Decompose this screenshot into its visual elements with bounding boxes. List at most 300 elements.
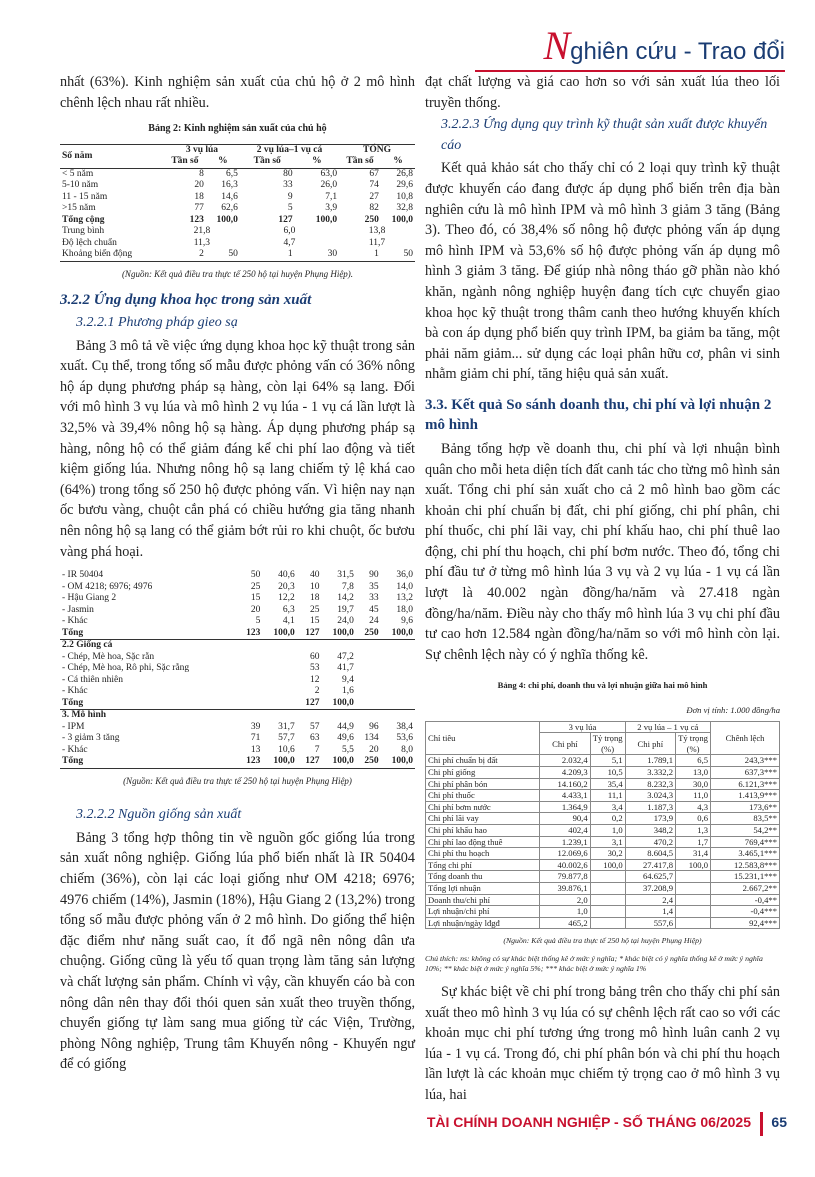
table-cell: Doanh thu/chi phí — [426, 894, 540, 906]
table-cell: 47,2 — [337, 651, 354, 662]
table-cell: 29,6 — [396, 180, 413, 191]
table-cell — [356, 698, 381, 710]
table4-caption: Bảng 4: chi phí, doanh thu và lợi nhuận giữa hai mô hình — [497, 680, 708, 691]
page-header — [455, 18, 785, 68]
table-cell — [356, 663, 381, 675]
table2-header-freq: Tần số — [346, 156, 374, 167]
table-cell: 7 — [314, 744, 320, 755]
table-cell: 12.069,6 — [540, 848, 590, 860]
table-cell — [676, 894, 711, 906]
table2-header-group: TỔNG — [363, 144, 392, 155]
table-cell: - 3 giảm 3 tăng — [62, 733, 120, 744]
table-cell: 14,0 — [396, 581, 413, 592]
table-cell: 12 — [310, 674, 320, 685]
table2-header-freq: Tần số — [171, 156, 199, 167]
table4-source: (Nguồn: Kết quả điều tra thực tế 250 hộ tại huyện Phụng Hiệp) — [503, 936, 702, 946]
table-row — [60, 582, 415, 594]
table-cell: 20 — [369, 744, 379, 755]
table-cell: 100,0 — [332, 627, 354, 638]
table-cell: 13,0 — [676, 767, 711, 779]
table-cell — [356, 686, 381, 698]
table-cell: 5 — [255, 616, 261, 627]
table-cell: 38,4 — [396, 721, 413, 732]
table-cell: 63 — [310, 733, 320, 744]
table-row — [60, 226, 415, 238]
table-cell — [590, 882, 625, 894]
table2-cell: 50 — [228, 249, 238, 260]
table-cell: 6,3 — [282, 604, 295, 615]
table2-header-pct: % — [393, 156, 403, 167]
table-cell: 6.121,3*** — [711, 778, 780, 790]
table-cell: 21,8 — [193, 226, 211, 237]
table-row — [426, 917, 780, 929]
table-cell: 769,4*** — [711, 836, 780, 848]
table-cell: 4,1 — [282, 616, 295, 627]
table-cell: 4.433,1 — [540, 790, 590, 802]
table-cell: Tổng chi phí — [426, 859, 540, 871]
table-cell: 100,0 — [216, 214, 238, 225]
table-cell: 9,4 — [342, 674, 354, 685]
table-cell: Chi phí thuốc — [426, 790, 540, 802]
table-cell: 62,6 — [221, 203, 238, 214]
table-cell: 35 — [369, 581, 379, 592]
table-row — [60, 675, 415, 687]
table3 — [60, 570, 415, 769]
table-cell: 1,0 — [540, 906, 590, 918]
table-cell: Chi phí khấu hao — [426, 824, 540, 836]
table2-header-pct: % — [312, 156, 322, 167]
section-heading: 3.2.2 Ứng dụng khoa học trong sản xuất — [60, 292, 312, 309]
brand-text: ghiên cứu - Trao đổi — [570, 38, 785, 65]
table-row — [426, 859, 780, 871]
subsection-heading: 3.2.2.2 Nguồn giống sản xuất — [76, 807, 242, 823]
table-cell: 123 — [189, 214, 204, 225]
table-row — [426, 755, 780, 767]
left-column — [60, 72, 415, 1075]
table-cell: 45 — [369, 604, 379, 615]
table-cell — [238, 675, 263, 687]
table-cell: 1.789,1 — [625, 755, 675, 767]
table-cell: 10 — [310, 581, 320, 592]
table-group-row — [60, 640, 415, 652]
table-cell: 3,9 — [325, 203, 338, 214]
table-cell: 18 — [310, 593, 320, 604]
table-cell: - IR 50404 — [62, 570, 104, 581]
table-cell: 9 — [287, 191, 293, 202]
table-row — [60, 605, 415, 617]
table2-cell: 50 — [403, 249, 413, 260]
table-row — [426, 894, 780, 906]
table2-header-freq: Tần số — [253, 156, 281, 167]
table-group-label: 3. Mô hình — [62, 710, 107, 721]
table-cell — [238, 686, 263, 698]
table-cell: 83,5** — [711, 813, 780, 825]
table4-unit: Đơn vị tính: 1.000 đồng/ha — [686, 705, 780, 716]
table-cell: Chi phí phân bón — [426, 778, 540, 790]
table-cell — [238, 663, 263, 675]
table-cell: 24,0 — [337, 616, 354, 627]
table-cell: Tổng cộng — [62, 214, 105, 225]
table-cell: 15 — [310, 616, 320, 627]
table-cell: 25 — [250, 581, 261, 592]
table4-header-group: 3 vụ lúa — [540, 721, 625, 733]
table-cell: 6,0 — [283, 226, 296, 237]
table-cell: 100,0 — [590, 859, 625, 871]
table4-header-cost: Chi phí — [540, 733, 590, 755]
table-row — [60, 686, 415, 698]
table-cell: - Cá thiên nhiên — [62, 674, 123, 685]
table-cell: 1.413,9*** — [711, 790, 780, 802]
table-cell: 6,5 — [676, 755, 711, 767]
table-cell: 5,1 — [590, 755, 625, 767]
table-cell: 32,8 — [396, 203, 413, 214]
table-cell: 37.208,9 — [625, 882, 675, 894]
table-cell: 40,6 — [278, 570, 295, 581]
table-cell: 470,2 — [625, 836, 675, 848]
table-cell: 7,1 — [325, 191, 338, 202]
table-cell: 8.232,3 — [625, 778, 675, 790]
table-row — [60, 628, 415, 640]
table2-cell: 30 — [327, 249, 338, 260]
table-cell: 100,0 — [391, 756, 413, 767]
table-cell — [381, 663, 415, 675]
table3-source: (Nguồn: Kết quả điều tra thực tế 250 hộ tại huyện Phụng Hiệp) — [123, 775, 352, 786]
table2-cell: 1 — [374, 249, 379, 260]
table-cell: 100,0 — [273, 627, 295, 638]
table-cell: - Khác — [62, 744, 88, 755]
table-group-label: 2.2 Giống cá — [62, 640, 113, 651]
table-row — [60, 203, 415, 215]
table-cell: 96 — [369, 721, 379, 732]
table-cell: 10,6 — [278, 744, 295, 755]
table-cell: 250 — [364, 756, 379, 767]
table-cell — [238, 652, 263, 664]
table-cell: 54,2** — [711, 824, 780, 836]
table-row — [60, 570, 415, 582]
table-cell: 11,1 — [590, 790, 625, 802]
table-cell: 53,6 — [396, 733, 413, 744]
table-cell: 134 — [364, 733, 379, 744]
table-row — [60, 168, 415, 180]
table-cell: 100,0 — [391, 627, 413, 638]
table-cell: 5 — [287, 203, 293, 214]
table-row — [426, 813, 780, 825]
table-row — [60, 756, 415, 768]
table-cell: 33 — [369, 593, 379, 604]
table-cell: 123 — [246, 756, 261, 767]
table4-header-group: 2 vụ lúa – 1 vụ cá — [625, 721, 710, 733]
brand-initial: N — [543, 23, 571, 68]
table-cell: Tổng — [62, 697, 84, 708]
table-cell: 36,0 — [396, 570, 413, 581]
table-cell: 465,2 — [540, 917, 590, 929]
table-cell: 3.024,3 — [625, 790, 675, 802]
table-cell: Tổng — [62, 627, 84, 638]
table-cell: 24 — [369, 616, 379, 627]
table-cell: 90 — [369, 570, 379, 581]
table2-caption: Bảng 2: Kinh nghiệm sản xuất của chủ hộ — [148, 123, 327, 135]
table-cell: 57 — [310, 721, 320, 732]
table-cell: 7,8 — [342, 581, 354, 592]
table-cell — [262, 675, 296, 687]
table-cell: 8 — [199, 168, 204, 179]
table4 — [425, 721, 780, 930]
table-row — [60, 722, 415, 734]
table-cell: 127 — [305, 697, 320, 708]
table-cell: 30,0 — [676, 778, 711, 790]
table-cell: 63,0 — [320, 168, 338, 179]
table-cell: 77 — [194, 203, 204, 214]
table2-cell: 1 — [287, 249, 293, 260]
table-cell: 1,3 — [676, 824, 711, 836]
table-cell: 4,3 — [676, 801, 711, 813]
table-cell — [262, 686, 296, 698]
table-cell: Tổng — [62, 756, 84, 767]
table-cell: Lợi nhuận/ngày lđgđ — [426, 917, 540, 929]
table-cell: 100,0 — [391, 214, 413, 225]
table-cell: 13 — [250, 744, 261, 755]
table-cell: 18 — [194, 191, 204, 202]
paragraph: Sự khác biệt về chi phí trong bảng trên cho thấy chi phí sản xuất theo mô hình 3 vụ lúa có sự chênh lệch rất cao so với các khoản mục chi phí tương ứng trong mô hình luân canh 2 vụ lúa - 1 vụ cá. Trong đó, chi phí phân bón và chi phí thu hoạch lần lượt là các khoản mục chiếm tỷ trọng cao ở mô hình 3 vụ lúa, hai — [425, 983, 780, 1103]
table-cell: - Khác — [62, 616, 88, 627]
table-cell: 64.625,7 — [625, 871, 675, 883]
table-cell: Tổng doanh thu — [426, 871, 540, 883]
paragraph: Bảng 3 tổng hợp thông tin về nguồn gốc giống lúa trong sản xuất nông nghiệp. Giống lúa phổ biến nhất là IR 50404 chiếm (36%), còn lại các loại giống như OM 4218; 6976; 4976 chiếm (14%), Jasmin (18%), Hậu Giang 2 (13,2%) trong tổng số mẫu được phỏng vấn ở 2 mô hình. Do giống thể hiện đặc điểm như năng suất cao, ít đổ ngã nên nông dân ưa chuộng. Giống cũng là yếu tố quan trọng làm tăng sản lượng và chất lượng sản phẩm. Chính vì vậy, cần khuyến cáo bà con nông dân nên thay đổi thói quen sản xuất theo truyền thống, chuyển giống tự làm sang mua giống từ các Viện, Trường, phòng Nông nghiệp, Trung tâm Khuyến nông - Khuyến ngư để có giống — [60, 829, 415, 1073]
table-cell: 100,0 — [332, 697, 354, 708]
table-cell: 2,4 — [625, 894, 675, 906]
table-cell: Trung bình — [62, 226, 105, 237]
table-cell — [356, 652, 381, 664]
paragraph: Bảng 3 mô tả về việc ứng dụng khoa học kỹ thuật trong sản xuất. Cụ thể, trong tổng số mẫu được phỏng vấn có 36% nông hộ áp dụng phương pháp sạ hàng, còn lại 64% sạ lang. Đối với mô hình 3 vụ lúa và mô hình 2 vụ lúa - 1 vụ cá lần lượt là 32,5% và 39,4% nông hộ sạ hàng. Áp dụng phương pháp sạ hàng, nông hộ có thể giảm đáng kể chi phí lao động và tiết kiệm giống lúa. Nhưng nông hộ sạ lang chiếm tỷ lệ khá cao (64%) trong tổng số 250 hộ được phỏng vấn. Vì hiện nay nạn ốc bươu vàng, chuột cắn phá có chiều hướng gia tăng nhanh nên nông hộ sạ lang có thể giảm bớt rủi ro khi chuột, ốc bươu vàng phá hoại. — [60, 337, 415, 560]
table-cell: 31,4 — [676, 848, 711, 860]
table-row — [60, 733, 415, 745]
table-cell: 243,3*** — [711, 755, 780, 767]
table-cell: 1,0 — [590, 824, 625, 836]
table-cell: 250 — [364, 627, 379, 638]
table-row — [60, 180, 415, 192]
table-row — [60, 698, 415, 710]
table-cell: 127 — [278, 214, 293, 225]
table-cell: 27.417,8 — [625, 859, 675, 871]
table-row — [426, 790, 780, 802]
table-cell: 250 — [364, 214, 379, 225]
table-row — [426, 882, 780, 894]
paragraph: đạt chất lượng và giá cao hơn so với sản xuất lúa theo lối truyền thống. — [425, 74, 780, 111]
table-cell: 44,9 — [337, 721, 354, 732]
table-cell: 2 — [314, 686, 320, 697]
table-row — [426, 801, 780, 813]
table4-note: Chú thích: ns: không có sự khác biệt thống kê ở mức ý nghĩa; * khác biệt có ý nghĩa thống kê ở mức ý nghĩa 10%; ** khác biệt ở mức ý nghĩa 5%; *** khác biệt ở mức ý nghĩa 1% — [425, 953, 763, 973]
table-cell: 30,2 — [590, 848, 625, 860]
table-cell: - OM 4218; 6976; 4976 — [62, 581, 153, 592]
table-cell: 14.160,2 — [540, 778, 590, 790]
table-cell: 3,1 — [590, 836, 625, 848]
table-cell: 79.877,8 — [540, 871, 590, 883]
table-cell: 10,5 — [590, 767, 625, 779]
table-cell: - Chép, Mè hoa, Rô phi, Sặc rằng — [62, 663, 190, 674]
table-row — [426, 836, 780, 848]
table-cell — [676, 871, 711, 883]
table-cell: 8.604,5 — [625, 848, 675, 860]
table-cell: 39 — [250, 721, 261, 732]
table-cell — [381, 652, 415, 664]
table-cell: 11 - 15 năm — [62, 191, 108, 202]
table-cell: 11,0 — [676, 790, 711, 802]
table2-header-group: 2 vụ lúa–1 vụ cá — [256, 144, 323, 155]
table-row — [426, 848, 780, 860]
table-cell: 15.231,1*** — [711, 871, 780, 883]
table-cell — [262, 652, 296, 664]
table-cell: 71 — [250, 733, 261, 744]
table-cell — [590, 906, 625, 918]
table-cell: 49,6 — [337, 733, 354, 744]
table-cell: 10,8 — [396, 191, 413, 202]
table-cell: 80 — [283, 168, 293, 179]
table-row — [60, 593, 415, 605]
table-row — [60, 663, 415, 675]
table-row — [426, 824, 780, 836]
table-cell — [676, 917, 711, 929]
section-brand — [543, 22, 785, 69]
table-cell: 9,6 — [401, 616, 413, 627]
table-cell: 1.239,1 — [540, 836, 590, 848]
table-cell: Chi phí bơm nước — [426, 801, 540, 813]
table-group-row — [60, 710, 415, 722]
table-cell: Chi phí lao động thuê — [426, 836, 540, 848]
table-row — [60, 745, 415, 757]
table-row — [426, 906, 780, 918]
table-cell: 1,4 — [625, 906, 675, 918]
table2-header-group: 3 vụ lúa — [185, 144, 219, 155]
table-cell: 19,7 — [337, 604, 354, 615]
table-cell: 40 — [310, 570, 320, 581]
table-row — [60, 238, 415, 250]
table-cell: 1,7 — [676, 836, 711, 848]
table-cell: -0,4*** — [711, 906, 780, 918]
table-cell: 1.364,9 — [540, 801, 590, 813]
table-cell: Lợi nhuận/chi phí — [426, 906, 540, 918]
table-cell: 11,7 — [368, 237, 386, 248]
table4-header-share: Tỷ trọng (%) — [676, 733, 711, 755]
table-cell: 637,3*** — [711, 767, 780, 779]
table-cell: 16,3 — [221, 180, 238, 191]
table-cell: 11,3 — [193, 237, 211, 248]
page-footer — [0, 1110, 815, 1140]
table-cell: 8,0 — [401, 744, 413, 755]
table-cell: 12.583,8*** — [711, 859, 780, 871]
table-cell: 18,0 — [396, 604, 413, 615]
table-cell: 31,7 — [278, 721, 295, 732]
table-row — [426, 767, 780, 779]
table-cell: 39.876,1 — [540, 882, 590, 894]
table-cell: 5,5 — [342, 744, 354, 755]
section-heading: 3.3. Kết quả So sánh doanh thu, chi phí và lợi nhuận 2 mô hình — [425, 396, 772, 433]
table-cell: 127 — [305, 627, 320, 638]
table-row — [60, 652, 415, 664]
table-cell: - Khác — [62, 686, 88, 697]
journal-name: TÀI CHÍNH DOANH NGHIỆP - SỐ THÁNG 06/2025 — [426, 1114, 751, 1130]
table-cell — [381, 686, 415, 698]
table-cell: - Hậu Giang 2 — [62, 593, 117, 604]
paragraph: Kết quả khảo sát cho thấy chỉ có 2 loại quy trình kỹ thuật được khuyến cáo đang được áp dụng phổ biến trên địa bàn nghiên cứu là mô hình IPM và mô hình 3 giảm 3 tăng (Bảng 3). Theo đó, có 38,4% số nông hộ được phỏng vấn áp dụng mô hình IPM và 53,6% số hộ được phỏng vấn áp dụng mô hình 3 giảm 3 tăng. Để giúp nhà nông tháo gỡ phần nào khó khăn, ngành nông nghiệp huyện đang tích cực chuyển giao khoa học kỹ thuật trong thâm canh theo hướng khuyến khích bà con áp dụng phổ biến quy trình IPM, ba giảm ba tăng, một phải năm giảm... sử dụng các loại phân hữu cơ, phân vi sinh nhằm giảm chi phí, tăng hiệu quả sản xuất. — [425, 160, 780, 383]
table-cell: 2,0 — [540, 894, 590, 906]
table4-header-item: Chỉ tiêu — [426, 721, 540, 755]
table-row — [426, 778, 780, 790]
table-cell: 15 — [250, 593, 261, 604]
table-cell — [381, 698, 415, 710]
subsection-heading: 3.2.2.1 Phương pháp gieo sạ — [76, 314, 238, 330]
table-cell — [590, 871, 625, 883]
table-cell: < 5 năm — [62, 168, 94, 179]
table-cell: 35,4 — [590, 778, 625, 790]
table-cell: 123 — [246, 627, 261, 638]
table4-header-diff: Chênh lệch — [711, 721, 780, 755]
table-cell: 5-10 năm — [62, 180, 99, 191]
table-cell — [676, 906, 711, 918]
table-cell: Chi phí giống — [426, 767, 540, 779]
table-cell: 0,2 — [590, 813, 625, 825]
table2-source: (Nguồn: Kết quả điều tra thực tế 250 hộ tại huyện Phụng Hiệp). — [121, 268, 354, 279]
table2-header-years: Số năm — [62, 150, 93, 161]
table-cell: 57,7 — [278, 733, 295, 744]
table-cell: 41,7 — [337, 663, 354, 674]
table-cell: 100,0 — [273, 756, 295, 767]
table-cell: >15 năm — [62, 203, 96, 214]
table-cell: 100,0 — [315, 214, 338, 225]
table-cell: 402,4 — [540, 824, 590, 836]
table-cell: 127 — [305, 756, 320, 767]
table-cell: 33 — [283, 180, 293, 191]
table-cell: 50 — [250, 570, 261, 581]
table-cell: - Chép, Mè hoa, Sặc rằn — [62, 651, 155, 662]
table2 — [60, 144, 415, 262]
table-cell: 14,6 — [221, 191, 238, 202]
table2-cell: Khoảng biến động — [62, 249, 133, 260]
table-row — [426, 871, 780, 883]
right-column — [425, 72, 780, 1105]
table-cell: 53 — [310, 663, 320, 674]
table4-header-cost: Chi phí — [625, 733, 675, 755]
table-cell: 27 — [369, 191, 379, 202]
table-cell: 92,4*** — [711, 917, 780, 929]
table-cell: 1,6 — [342, 686, 354, 697]
table-cell: 25 — [310, 604, 320, 615]
table-cell: - Jasmin — [62, 604, 94, 615]
subsection-heading: 3.2.2.3 Ứng dụng quy trình kỹ thuật sản xuất được khuyến cáo — [441, 117, 768, 153]
table-cell: 4.209,3 — [540, 767, 590, 779]
table-cell: 2.032,4 — [540, 755, 590, 767]
table-row — [60, 616, 415, 628]
table-cell: Chi phí thu hoạch — [426, 848, 540, 860]
table-cell: 2.667,2** — [711, 882, 780, 894]
table-cell: 40.002,6 — [540, 859, 590, 871]
table-cell: 12,2 — [278, 593, 295, 604]
page-number: 65 — [771, 1114, 787, 1130]
table2-header-pct: % — [218, 156, 228, 167]
table-cell: 13,8 — [368, 226, 386, 237]
table-cell: 13,2 — [396, 593, 413, 604]
table-cell: 14,2 — [337, 593, 354, 604]
paragraph: Bảng tổng hợp về doanh thu, chi phí và lợi nhuận bình quân cho mỗi heta diện tích đất canh tác cho từng mô hình sản xuất. Tổng chi phí sản xuất cho cả 2 mô hình bao gồm các khoản chi phí chuẩn bị đất, chi phí giống, chi phí phân, chi phí thuốc, chi phí lãi vay, chi phí khấu hao, chi phí thuê lao động, chi phí thu hoạch, chi phí bơm nước. Theo đó, tổng chi phí đầu tư ở từng mô hình lúa 3 vụ và 2 vụ lúa - 1 vụ cá lần lượt là 40.002 ngàn đồng/ha/năm và 27.418 ngàn đồng/ha/năm. Điều này cho thấy mô hình lúa 3 vụ chi phí đầu tư cao hơn 12.584 ngàn đồng/ha/năm so với mô hình còn lại. Sự chênh lệch này có ý nghĩa thống kê. — [425, 440, 780, 663]
table-cell: 31,5 — [337, 570, 354, 581]
table-cell — [238, 698, 263, 710]
table-cell: 0,6 — [676, 813, 711, 825]
table-cell: 26,0 — [320, 180, 338, 191]
table-row — [60, 192, 415, 204]
table-cell: 74 — [369, 180, 379, 191]
table-cell: 20 — [250, 604, 261, 615]
table-cell — [676, 882, 711, 894]
